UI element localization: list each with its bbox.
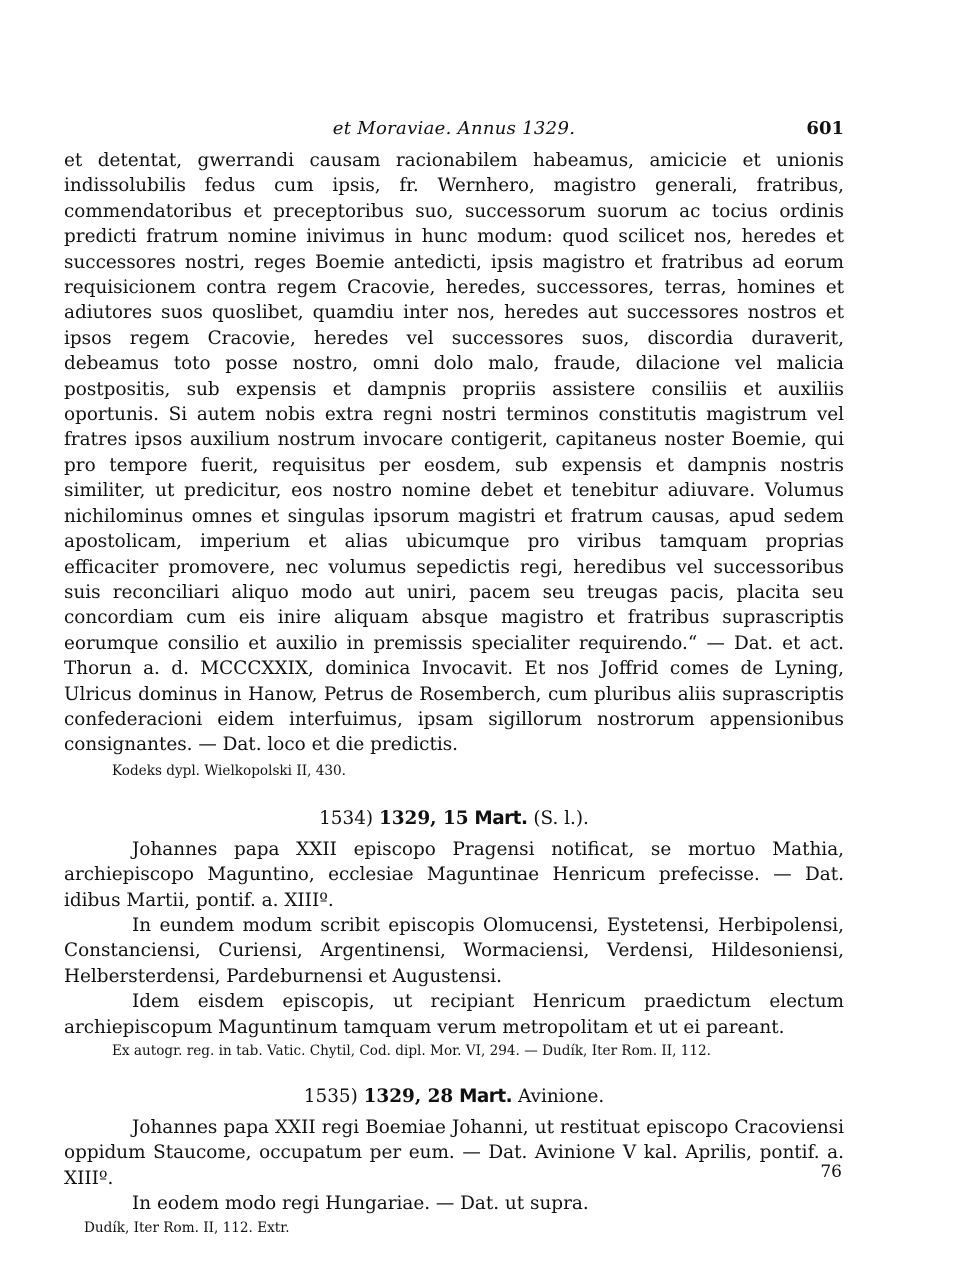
running-header: [64, 118, 844, 148]
entry-paragraph: Idem eisdem episcopis, ut recipiant Henricum praedictum electum archiepiscopum Maguntinum tamquam verum metropolitam et ut ei pareant.: [64, 991, 844, 1038]
entry-text: [64, 837, 844, 1040]
entry-month: Mart.: [474, 807, 528, 829]
entry-place: (S. l.).: [533, 807, 589, 829]
entry-text: [64, 1115, 844, 1217]
entry-paragraph: In eundem modum scribit episcopis Olomucensi, Eystetensi, Herbipolensi, Constanciensi, Curiensi, Argentinensi, Wormaciensi, Verdensi, Hildesoniensi, Helbersterdensi, Pardeburnensi et Augustensi.: [64, 914, 844, 987]
entry-heading: [64, 808, 844, 829]
entry-1534: [64, 808, 844, 1062]
entry-place: Avinione.: [518, 1086, 605, 1107]
continuation-source: Kodeks dypl. Wielkopolski II, 430.: [112, 762, 346, 779]
entry-paragraph: In eodem modo regi Hungariae. — Dat. ut supra.: [132, 1193, 589, 1215]
entry-date: 1329, 15: [378, 807, 469, 829]
entry-1535: [64, 1086, 844, 1239]
running-title: et Moraviae. Annus 1329.: [332, 118, 576, 139]
page: [64, 118, 844, 1239]
entry-paragraph: Johannes papa XXII regi Boemiae Johanni, ut restituat episcopo Cracoviensi oppidum Staucome, occupatum per eum. — Dat. Avinione V kal. Aprilis, pontif. a. XIIIº.: [64, 1117, 844, 1189]
page-number: 601: [806, 118, 844, 139]
entry-source: Dudík, Iter Rom. II, 112. Extr.: [84, 1219, 290, 1236]
entry-paragraph: Johannes papa XXII episcopo Pragensi notificat, se mortuo Mathia, archiepiscopo Maguntino, ecclesiae Maguntinae Henricum prefecisse. — Dat. idibus Martii, pontif. a. XIIIº.: [64, 838, 844, 911]
entry-month: Mart.: [459, 1086, 513, 1107]
entry-number: 1534): [319, 807, 374, 829]
entry-heading: [64, 1086, 844, 1107]
entry-source: Ex autogr. reg. in tab. Vatic. Chytil, Cod. dipl. Mor. VI, 294. — Dudík, Iter Rom. II, 112.: [112, 1043, 711, 1059]
continuation-paragraph: et detentat, gwerrandi causam racionabilem habeamus, amicicie et unionis indissolubilis fedus cum ipsis, fr. Wernhero, magistro generali, fratribus, commendatoribus et preceptoribus suo, successorum suorum ac tocius ordinis predicti fratrum nomine inivimus in hunc modum: quod scilicet nos, heredes et successores nostri, reges Boemie antedicti, ipsis magistro et fratribus ad eorum requisicionem contra regem Cracovie, heredes, successores, terras, homines et adiutores suos quoslibet, quamdiu inter nos, heredes aut successores nostros et ipsos regem Cracovie, heredes vel successores suos, discordia duraverit, debeamus toto posse nostro, omni dolo malo, fraude, dilacione vel malicia postpositis, sub expensis et dampnis propriis assistere consiliis et auxiliis oportunis. Si autem nobis extra regni nostri terminos constitutis magistrum vel fratres ipsos auxilium nostrum invocare contigerit, capitaneus noster Boemie, qui pro tempore fuerit, requisitus per eosdem, sub expensis et dampnis nostris similiter, ut predicitur, eos nostro nomine debet et tenebitur adiuvare. Volumus nichilominus omnes et singulas ipsorum magistri et fratrum causas, apud sedem apostolicam, imperium et alias ubicumque pro viribus tamquam proprias efficaciter promovere, nec volumus sepedictis regi, heredibus vel successoribus suis reconciliari aliquo modo aut uniri, pacem seu treugas pacis, placita seu concordiam cum eis inire aliquam absque magistro et fratribus suprascriptis eorumque consilio et auxilio in premissis specialiter requirendo.“ — Dat. et act. Thorun a. d. MCCCXXIX, dominica Invocavit. Et nos Joffrid comes de Lyning, Ulricus dominus in Hanow, Petrus de Rosemberch, cum pluribus aliis suprascriptis confederacioni eidem interfuimus, ipsam sigillorum nostrorum appensionibus consignantes. — Dat. loco et die predictis.: [64, 150, 844, 756]
entry-date: 1329, 28: [363, 1086, 454, 1107]
continuation-text-block: [64, 148, 844, 758]
entry-number: 1535): [303, 1086, 358, 1107]
gathering-signature: 76: [820, 1162, 842, 1182]
